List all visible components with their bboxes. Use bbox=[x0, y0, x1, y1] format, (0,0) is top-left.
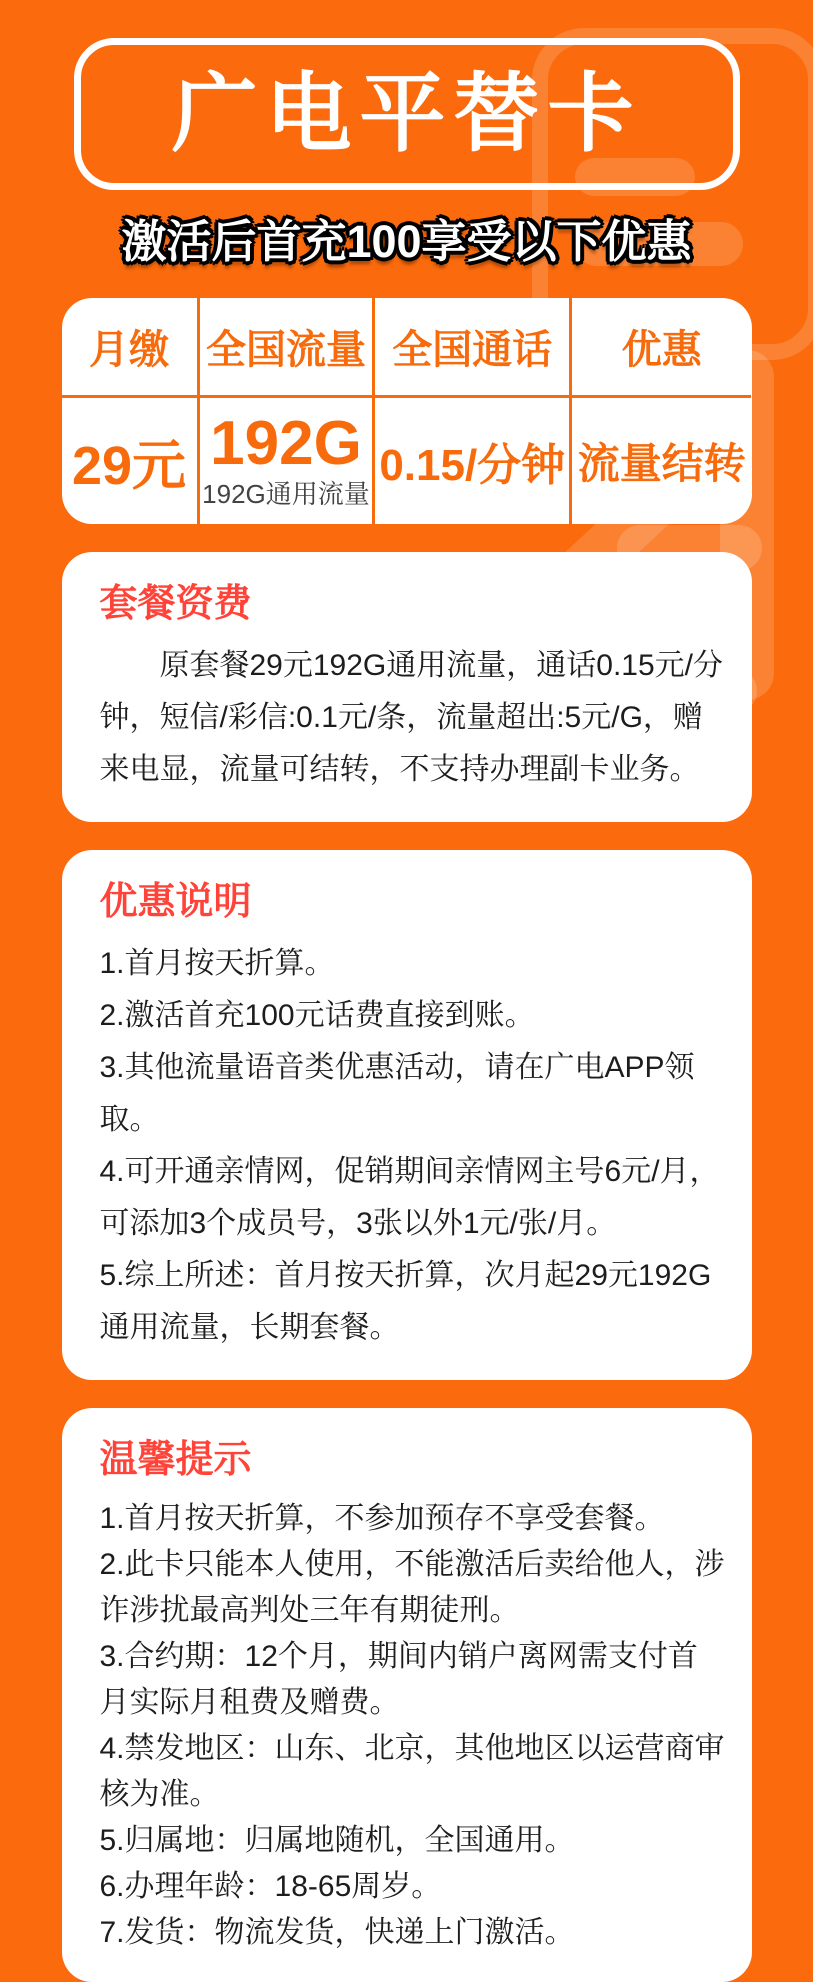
plan-header-benefit: 优惠 bbox=[572, 298, 751, 398]
tips-item: 6.办理年龄：18-65周岁。 bbox=[100, 1864, 728, 1910]
promo-item: 5.综上所述：首月按天折算，次月起29元192G通用流量，长期套餐。 bbox=[100, 1250, 728, 1354]
tips-item: 4.禁发地区：山东、北京，其他地区以运营商审核为准。 bbox=[100, 1726, 728, 1818]
tips-item: 2.此卡只能本人使用，不能激活后卖给他人，涉诈涉扰最高判处三年有期徒刑。 bbox=[100, 1542, 728, 1634]
tariff-paragraph: 原套餐29元192G通用流量，通话0.15元/分钟，短信/彩信:0.1元/条，流量超出:5元/G，赠来电显，流量可结转，不支持办理副卡业务。 bbox=[100, 640, 728, 796]
plan-value-data bbox=[200, 398, 376, 524]
section-card-tariff bbox=[62, 552, 752, 822]
plan-header-data: 全国流量 bbox=[200, 298, 376, 398]
plan-header-monthly: 月缴 bbox=[62, 298, 200, 398]
tips-item: 3.合约期：12个月，期间内销户离网需支付首月实际月租费及赠费。 bbox=[100, 1634, 728, 1726]
title-banner bbox=[74, 38, 740, 190]
section-title-tips: 温馨提示 bbox=[100, 1438, 728, 1482]
section-title-tariff: 套餐资费 bbox=[100, 582, 728, 626]
plan-header-calls: 全国通话 bbox=[375, 298, 572, 398]
benefit-text: 流量结转 bbox=[578, 431, 746, 491]
tips-item: 5.归属地：归属地随机，全国通用。 bbox=[100, 1818, 728, 1864]
tips-item: 1.首月按天折算，不参加预存不享受套餐。 bbox=[100, 1496, 728, 1542]
page-title: 广电平替卡 bbox=[172, 71, 642, 157]
section-card-promo bbox=[62, 850, 752, 1380]
promo-item: 1.首月按天折算。 bbox=[100, 938, 728, 990]
plan-table bbox=[62, 298, 752, 524]
promo-item: 3.其他流量语音类优惠活动，请在广电APP领取。 bbox=[100, 1042, 728, 1146]
plan-value-monthly-fee bbox=[62, 398, 200, 524]
plan-value-benefit bbox=[572, 398, 751, 524]
tips-item: 7.发货：物流发货，快递上门激活。 bbox=[100, 1910, 728, 1956]
data-amount-text: 192G bbox=[210, 412, 362, 476]
promo-poster bbox=[32, 0, 782, 1928]
promo-item: 4.可开通亲情网，促销期间亲情网主号6元/月，可添加3个成员号，3张以外1元/张/月。 bbox=[100, 1146, 728, 1250]
monthly-fee-text: 29元 bbox=[72, 423, 186, 500]
data-note-text: 192G通用流量 bbox=[202, 478, 370, 510]
promo-item: 2.激活首充100元话费直接到账。 bbox=[100, 990, 728, 1042]
plan-value-call-rate bbox=[375, 398, 572, 524]
call-rate-text: 0.15/分钟 bbox=[379, 429, 565, 493]
section-card-tips bbox=[62, 1408, 752, 1982]
section-title-promo: 优惠说明 bbox=[100, 880, 728, 924]
promo-subtitle: 激活后首充100享受以下优惠 bbox=[32, 214, 782, 270]
